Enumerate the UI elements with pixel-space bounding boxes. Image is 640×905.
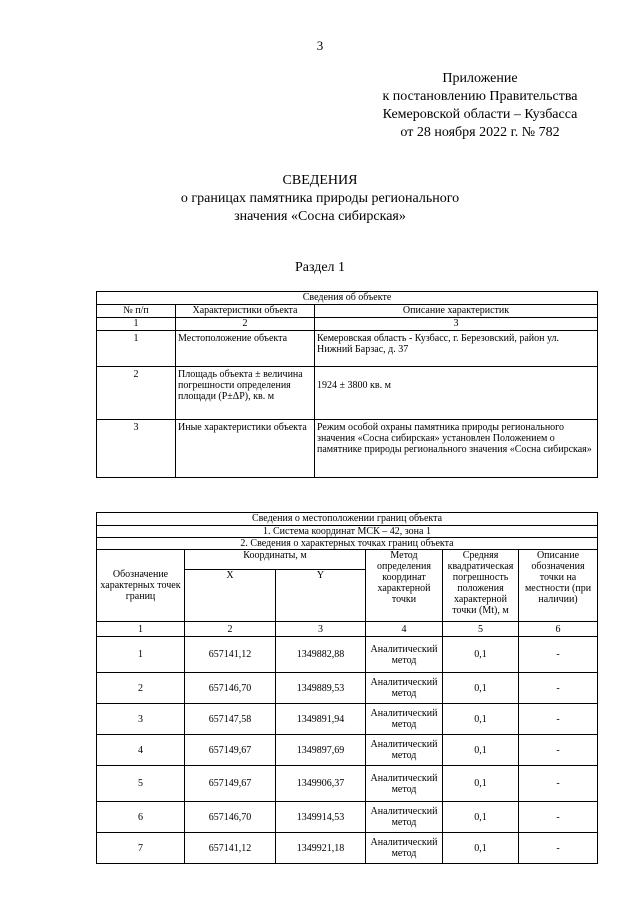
- column-number: 1: [97, 622, 185, 637]
- table-title: Сведения о местоположении границ объекта: [97, 513, 598, 526]
- point-id: 2: [97, 673, 185, 704]
- error-value: 0,1: [443, 704, 519, 735]
- characteristic-name: Иные характеристики объекта: [176, 420, 315, 478]
- characteristic-description: Режим особой охраны памятника природы регионального значения «Сосна сибирская» установлен Положением о памятнике природы регионального значения «Сосна сибирская»: [315, 420, 598, 478]
- point-id: 5: [97, 766, 185, 802]
- title-line: значения «Сосна сибирская»: [234, 209, 406, 224]
- coordinate-y: 1349914,53: [276, 802, 366, 833]
- point-description: -: [519, 766, 598, 802]
- column-number: 6: [519, 622, 598, 637]
- appendix-line: Кемеровской области – Кузбасса: [382, 107, 578, 122]
- method: Аналитический метод: [366, 704, 443, 735]
- row-number: 1: [97, 331, 176, 367]
- column-header-point: Обозначение характерных точек границ: [97, 550, 185, 622]
- row-number: 3: [97, 420, 176, 478]
- characteristic-name: Площадь объекта ± величина погрешности определения площади (P±ΔP), кв. м: [176, 367, 315, 420]
- point-id: 3: [97, 704, 185, 735]
- column-header-coordinates: Координаты, м: [185, 550, 366, 570]
- coordinate-y: 1349891,94: [276, 704, 366, 735]
- table-row: [97, 367, 598, 420]
- point-description: -: [519, 802, 598, 833]
- point-description: -: [519, 673, 598, 704]
- column-header: Описание характеристик: [315, 305, 598, 318]
- point-description: -: [519, 735, 598, 766]
- table-row: [97, 673, 598, 704]
- coordinate-x: 657141,12: [185, 833, 276, 864]
- column-number: 2: [176, 318, 315, 331]
- method: Аналитический метод: [366, 673, 443, 704]
- table-row: [97, 735, 598, 766]
- point-description: -: [519, 704, 598, 735]
- row-number: 2: [97, 367, 176, 420]
- coordinate-y: 1349882,88: [276, 637, 366, 673]
- column-number: 4: [366, 622, 443, 637]
- section-title: Раздел 1: [294, 260, 346, 275]
- point-id: 7: [97, 833, 185, 864]
- document-title: [0, 172, 640, 226]
- page-number: 3: [316, 38, 324, 53]
- table-row: [97, 704, 598, 735]
- table-row: [97, 766, 598, 802]
- error-value: 0,1: [443, 637, 519, 673]
- coordinate-x: 657146,70: [185, 802, 276, 833]
- characteristic-name: Местоположение объекта: [176, 331, 315, 367]
- point-description: -: [519, 833, 598, 864]
- method: Аналитический метод: [366, 833, 443, 864]
- column-header-x: X: [185, 570, 276, 622]
- column-header-y: Y: [276, 570, 366, 622]
- point-description: -: [519, 637, 598, 673]
- column-header: № п/п: [97, 305, 176, 318]
- table-row: [97, 331, 598, 367]
- column-number: 5: [443, 622, 519, 637]
- column-number: 3: [315, 318, 598, 331]
- method: Аналитический метод: [366, 802, 443, 833]
- column-header-method: Метод определения координат характерной точки: [366, 550, 443, 622]
- coordinate-x: 657146,70: [185, 673, 276, 704]
- appendix-line: Приложение: [442, 71, 518, 86]
- point-id: 6: [97, 802, 185, 833]
- table-row: [97, 802, 598, 833]
- error-value: 0,1: [443, 673, 519, 704]
- coordinate-y: 1349889,53: [276, 673, 366, 704]
- error-value: 0,1: [443, 802, 519, 833]
- coordinate-y: 1349897,69: [276, 735, 366, 766]
- object-info-table: [96, 291, 598, 478]
- table-row: [97, 637, 598, 673]
- characteristic-description: 1924 ± 3800 кв. м: [315, 367, 598, 420]
- column-header-error: Средняя квадратическая погрешность положения характерной точки (Mt), м: [443, 550, 519, 622]
- table-title: Сведения об объекте: [97, 292, 598, 305]
- table-row: [97, 833, 598, 864]
- method: Аналитический метод: [366, 766, 443, 802]
- coordinate-x: 657147,58: [185, 704, 276, 735]
- error-value: 0,1: [443, 833, 519, 864]
- point-id: 4: [97, 735, 185, 766]
- error-value: 0,1: [443, 766, 519, 802]
- method: Аналитический метод: [366, 637, 443, 673]
- error-value: 0,1: [443, 735, 519, 766]
- coordinate-x: 657149,67: [185, 766, 276, 802]
- characteristic-description: Кемеровская область - Кузбасс, г. Березовский, район ул. Нижний Барзас, д. 37: [315, 331, 598, 367]
- coordinate-x: 657141,12: [185, 637, 276, 673]
- appendix-line: к постановлению Правительства: [382, 89, 578, 104]
- coordinate-x: 657149,67: [185, 735, 276, 766]
- points-subtitle: 2. Сведения о характерных точках границ объекта: [97, 538, 598, 550]
- column-number: 2: [185, 622, 276, 637]
- boundary-points-table: [96, 512, 598, 864]
- column-number: 3: [276, 622, 366, 637]
- method: Аналитический метод: [366, 735, 443, 766]
- column-header-description: Описание обозначения точки на местности (при наличии): [519, 550, 598, 622]
- title-line: о границах памятника природы регионального: [180, 191, 460, 206]
- coordinate-system: 1. Система координат МСК – 42, зона 1: [97, 526, 598, 538]
- column-number: 1: [97, 318, 176, 331]
- appendix-block: [360, 70, 600, 142]
- coordinate-y: 1349906,37: [276, 766, 366, 802]
- coordinate-y: 1349921,18: [276, 833, 366, 864]
- table-row: [97, 420, 598, 478]
- appendix-line: от 28 ноября 2022 г. № 782: [400, 125, 560, 140]
- point-id: 1: [97, 637, 185, 673]
- title-heading: СВЕДЕНИЯ: [282, 173, 358, 188]
- column-header: Характеристики объекта: [176, 305, 315, 318]
